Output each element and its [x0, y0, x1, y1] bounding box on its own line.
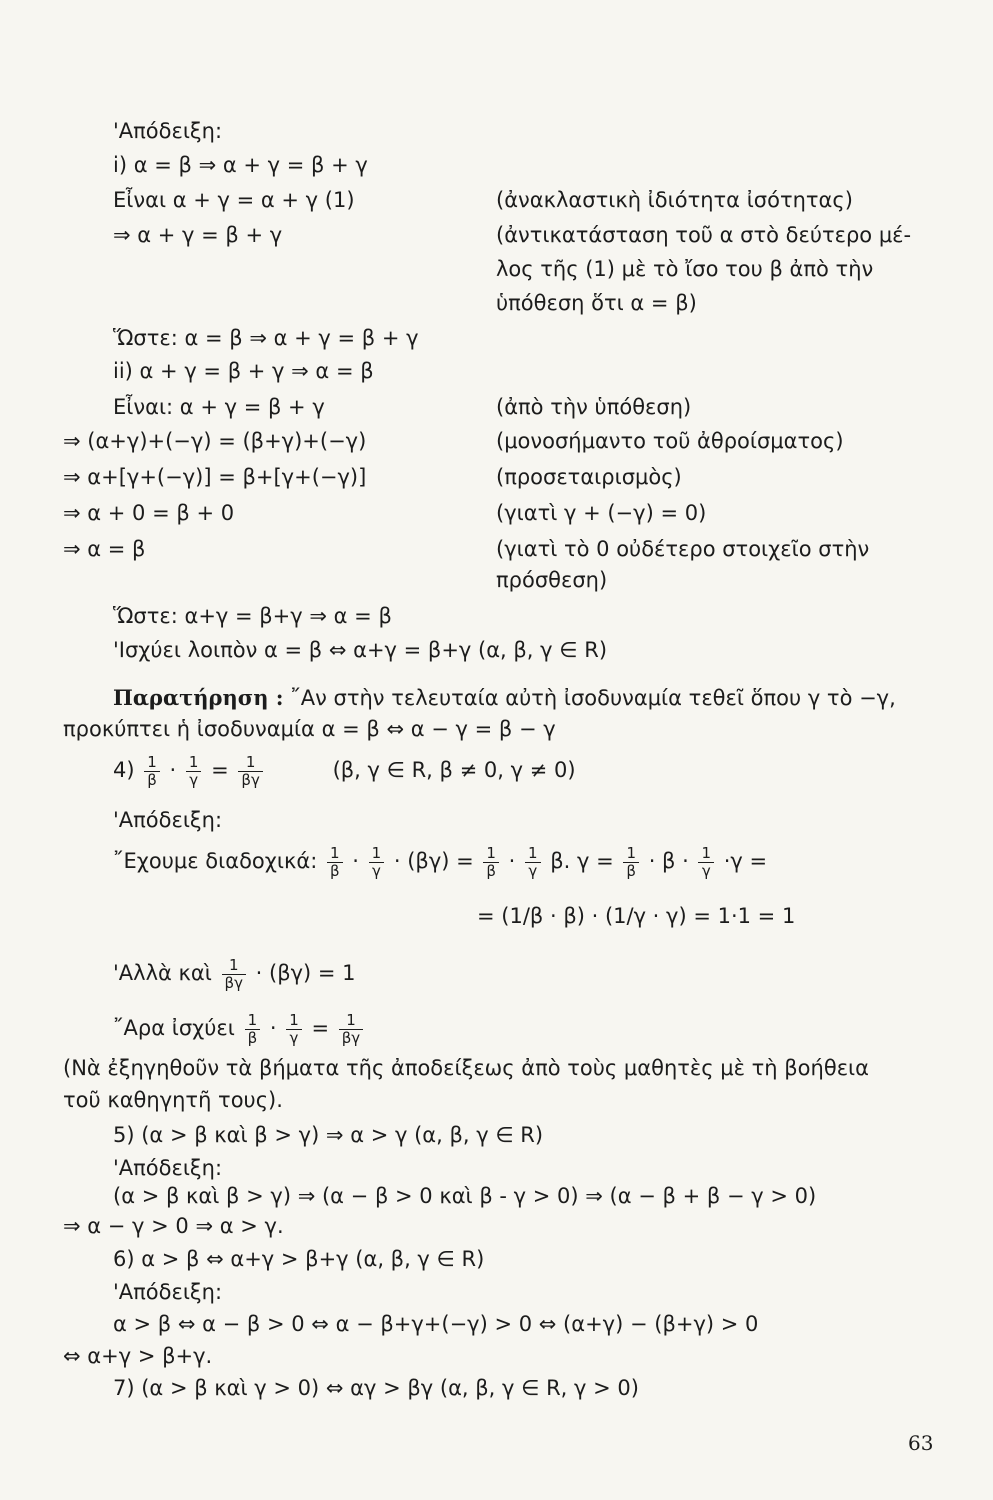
- eq-part: · (βγ) =: [393, 849, 474, 873]
- equation-line: ⇒ α − γ > 0 ⇒ α > γ.: [63, 1214, 284, 1238]
- equation-line: Ὥστε: α = β ⇒ α + γ = β + γ: [113, 326, 419, 350]
- fraction-numerator: 1: [286, 1012, 302, 1030]
- prop-conditions: (β, γ ∈ R, β ≠ 0, γ ≠ 0): [332, 758, 576, 782]
- fraction-numerator: 1: [245, 1012, 261, 1030]
- dot-operator: ·: [352, 849, 359, 873]
- eq-part: · (βγ) = 1: [255, 961, 356, 985]
- equation-line: ⇒ α + γ = β + γ: [113, 223, 283, 247]
- fraction: [483, 845, 499, 880]
- equation-line: [113, 1010, 366, 1047]
- prop-number: 4): [113, 758, 135, 782]
- proof-heading: 'Απόδειξη:: [113, 119, 223, 143]
- equals-operator: =: [311, 1016, 330, 1040]
- equation-line: [113, 955, 356, 992]
- equation-line: Εἶναι α + γ = α + γ (1): [113, 188, 355, 212]
- fraction-denominator: γ: [371, 861, 381, 880]
- equation-line: i) α = β ⇒ α + γ = β + γ: [113, 153, 368, 177]
- eq-part: β. γ =: [550, 849, 614, 873]
- remark-label: Παρατήρηση :: [113, 685, 284, 710]
- fraction-numerator: 1: [483, 845, 499, 863]
- equation-line: = (1/β · β) · (1/γ · γ) = 1·1 = 1: [477, 904, 796, 928]
- justification-note: (μονοσήμαντο τοῦ ἀθροίσματος): [496, 429, 844, 453]
- proposition-7: 7) (α > β καὶ γ > 0) ⇔ αγ > βγ (α, β, γ ∈ R, γ > 0): [113, 1376, 639, 1400]
- equation-line: ii) α + γ = β + γ ⇒ α = β: [113, 359, 374, 383]
- explanation-line: (Νὰ ἐξηγηθοῦν τὰ βήματα τῆς ἀποδείξεως ἀπὸ τοὺς μαθητὲς μὲ τὴ βοήθεια: [63, 1056, 869, 1080]
- equation-line: ⇒ α = β: [63, 537, 146, 561]
- justification-note: λος τῆς (1) μὲ τὸ ἴσο του β ἀπὸ τὴν: [496, 257, 874, 281]
- fraction-numerator: 1: [698, 845, 714, 863]
- eq-prefix: 'Αλλὰ καὶ: [113, 961, 212, 985]
- justification-note: (ἀπὸ τὴν ὑπόθεση): [496, 395, 692, 419]
- equation-line: 'Ισχύει λοιπὸν α = β ⇔ α+γ = β+γ (α, β, γ ∈ R): [113, 638, 608, 662]
- dot-operator: ·: [169, 758, 177, 782]
- remark-text: ῎Αν στὴν τελευταία αὐτὴ ἰσοδυναμία τεθεῖ ὅπου γ τὸ −γ,: [290, 686, 896, 710]
- fraction: [222, 957, 246, 992]
- justification-note: (γιατὶ τὸ 0 οὐδέτερο στοιχεῖο στὴν: [496, 537, 870, 561]
- dot-operator: ·: [269, 1016, 277, 1040]
- dot-operator: ·: [508, 849, 516, 873]
- proposition-4: [113, 752, 576, 789]
- justification-note: πρόσθεση): [496, 568, 608, 592]
- equals-operator: =: [211, 758, 229, 782]
- fraction: [339, 1012, 363, 1047]
- fraction: [623, 845, 639, 880]
- equation-line: Ὥστε: α+γ = β+γ ⇒ α = β: [113, 604, 392, 628]
- justification-note: (προσεταιρισμὸς): [496, 465, 682, 489]
- proposition-6: 6) α > β ⇔ α+γ > β+γ (α, β, γ ∈ R): [113, 1247, 485, 1271]
- proof-heading: 'Απόδειξη:: [113, 1156, 223, 1180]
- fraction-denominator: γ: [189, 770, 199, 789]
- fraction-denominator: γ: [701, 861, 711, 880]
- fraction-denominator: γ: [528, 861, 538, 880]
- fraction-denominator: βγ: [341, 1028, 361, 1047]
- justification-note: (ἀνακλαστικὴ ἰδιότητα ἰσότητας): [496, 188, 853, 212]
- equation-line: [113, 843, 767, 880]
- fraction: [238, 754, 262, 789]
- fraction: [525, 845, 541, 880]
- fraction-denominator: γ: [289, 1028, 299, 1047]
- equation-line: ⇔ α+γ > β+γ.: [63, 1344, 213, 1368]
- fraction-numerator: 1: [144, 754, 160, 772]
- fraction: [286, 1012, 302, 1047]
- fraction-numerator: 1: [186, 754, 202, 772]
- fraction-denominator: β: [626, 861, 636, 880]
- fraction-denominator: βγ: [241, 770, 260, 789]
- eq-prefix: ῎Αρα ἰσχύει: [113, 1016, 235, 1040]
- fraction-numerator: 1: [525, 845, 541, 863]
- fraction-denominator: β: [330, 861, 340, 880]
- equation-line: (α > β καὶ β > γ) ⇒ (α − β > 0 καὶ β - γ > 0) ⇒ (α − β + β − γ > 0): [113, 1184, 817, 1208]
- fraction-denominator: β: [147, 770, 157, 789]
- eq-prefix: ῎Εχουμε διαδοχικά:: [113, 849, 318, 873]
- fraction-denominator: β: [247, 1028, 258, 1047]
- equation-line: ⇒ α+[γ+(−γ)] = β+[γ+(−γ)]: [63, 465, 367, 489]
- fraction-denominator: βγ: [224, 973, 243, 992]
- equation-line: α > β ⇔ α − β > 0 ⇔ α − β+γ+(−γ) > 0 ⇔ (α+γ) − (β+γ) > 0: [113, 1312, 759, 1336]
- justification-note: (γιατὶ γ + (−γ) = 0): [496, 501, 707, 525]
- remark-line: [113, 685, 896, 711]
- justification-note: ὑπόθεση ὅτι α = β): [496, 291, 697, 315]
- fraction-denominator: β: [486, 861, 496, 880]
- fraction-numerator: 1: [623, 845, 639, 863]
- fraction-numerator: 1: [238, 754, 262, 772]
- page-number: 63: [908, 1431, 934, 1455]
- equation-line: Εἶναι: α + γ = β + γ: [113, 395, 325, 419]
- fraction-numerator: 1: [339, 1012, 363, 1030]
- justification-note: (ἀντικατάσταση τοῦ α στὸ δεύτερο μέ-: [496, 223, 912, 247]
- equation-line: ⇒ (α+γ)+(−γ) = (β+γ)+(−γ): [63, 429, 367, 453]
- fraction: [186, 754, 202, 789]
- explanation-line: τοῦ καθηγητῆ τους).: [63, 1088, 283, 1112]
- proof-heading: 'Απόδειξη:: [113, 1280, 223, 1304]
- proposition-5: 5) (α > β καὶ β > γ) ⇒ α > γ (α, β, γ ∈ R): [113, 1123, 544, 1147]
- fraction: [245, 1012, 261, 1047]
- fraction: [369, 845, 385, 880]
- eq-part: ·γ =: [723, 849, 768, 873]
- fraction-numerator: 1: [369, 845, 385, 863]
- eq-part: · β ·: [648, 849, 689, 873]
- fraction-numerator: 1: [327, 845, 343, 863]
- equation-line: ⇒ α + 0 = β + 0: [63, 501, 235, 525]
- fraction-numerator: 1: [222, 957, 246, 975]
- fraction: [144, 754, 160, 789]
- fraction: [698, 845, 714, 880]
- proof-heading: 'Απόδειξη:: [113, 808, 223, 832]
- remark-line: προκύπτει ἡ ἰσοδυναμία α = β ⇔ α − γ = β − γ: [63, 717, 556, 741]
- fraction: [327, 845, 343, 880]
